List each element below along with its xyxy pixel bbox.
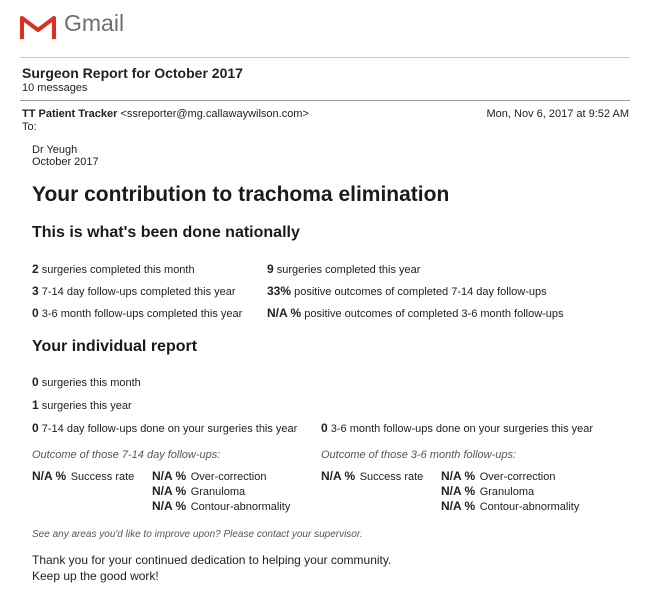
national-stat [32,262,195,276]
outcome-value: N/A % [321,469,356,483]
national-stat [267,262,420,276]
stat-label: surgeries completed this year [276,264,421,276]
outcome-label: Contour-abnormality [479,501,580,513]
thanks-line: Thank you for your continued dedication to helping your community. [32,553,392,567]
national-stat [32,284,236,298]
divider [20,57,630,58]
stat-label: 7-14 day follow-ups completed this year [41,286,236,298]
app-name: Gmail [64,10,125,36]
sender-name: TT Patient Tracker [22,108,118,120]
stat-label: 7-14 day follow-ups done on your surgeries this year [41,423,298,435]
outcome-label: Over-correction [190,471,267,483]
outcome-label: Granuloma [190,486,246,498]
recipient-name: Dr Yeugh [32,144,78,156]
individual-stat [321,421,593,435]
stat-value: 0 [321,421,328,435]
recipient-label: To: [22,121,37,133]
stat-value: 9 [267,262,274,276]
outcome-label: Over-correction [479,471,556,483]
stat-value: 33% [267,284,292,298]
national-stat [32,306,242,320]
outcome-success [321,467,423,485]
outcome-label: Success rate [359,471,424,483]
report-period: October 2017 [32,156,99,168]
stat-label: 3-6 month follow-ups done on your surgeries this year [330,423,594,435]
stat-label: surgeries this year [41,400,132,412]
outcome-value: N/A % [441,469,476,483]
stat-label: surgeries completed this month [41,264,195,276]
outcome-success [32,467,134,485]
national-heading: This is what's been done nationally [32,224,300,241]
gmail-logo-icon[interactable] [20,14,56,45]
stat-label: positive outcomes of completed 7-14 day follow-ups [294,286,547,298]
individual-stat [32,398,132,412]
message-date: Mon, Nov 6, 2017 at 9:52 AM [486,108,629,120]
outcome-value: N/A % [32,469,67,483]
stat-value: 0 [32,306,39,320]
national-stat [267,306,564,320]
individual-heading: Your individual report [32,338,198,355]
stat-value: 0 [32,421,39,435]
outcome-label: Success rate [70,471,135,483]
stat-value: 1 [32,398,39,412]
stat-value: N/A % [267,306,302,320]
stat-value: 3 [32,284,39,298]
individual-stat [32,421,297,435]
national-stat [267,284,547,298]
outcome-value: N/A % [152,499,187,513]
outcome-value: N/A % [152,484,187,498]
sender[interactable] [22,108,309,120]
outcome-value: N/A % [152,469,187,483]
stat-label: positive outcomes of completed 3-6 month follow-ups [304,308,564,320]
outcome-value: N/A % [441,499,476,513]
outcome-label: Granuloma [479,486,535,498]
stat-label: 3-6 month follow-ups completed this year [41,308,243,320]
stat-label: surgeries this month [41,377,141,389]
outcome-contour-abnormality [152,497,290,515]
thread-subject: Surgeon Report for October 2017 [22,65,243,81]
closing-line: Keep up the good work! [32,569,159,583]
outcome-3-6-heading: Outcome of those 3-6 month follow-ups: [321,449,517,461]
divider [20,100,630,101]
stat-value: 2 [32,262,39,276]
stat-value: 0 [32,375,39,389]
sender-email: <ssreporter@mg.callawaywilson.com> [120,108,309,120]
supervisor-note: See any areas you'd like to improve upon? Please contact your supervisor. [32,529,363,540]
outcome-7-14-heading: Outcome of those 7-14 day follow-ups: [32,449,221,461]
outcome-label: Contour-abnormality [190,501,291,513]
outcome-value: N/A % [441,484,476,498]
report-title: Your contribution to trachoma elimination [32,183,450,206]
outcome-contour-abnormality [441,497,579,515]
message-count: 10 messages [22,82,88,94]
individual-stat [32,375,141,389]
